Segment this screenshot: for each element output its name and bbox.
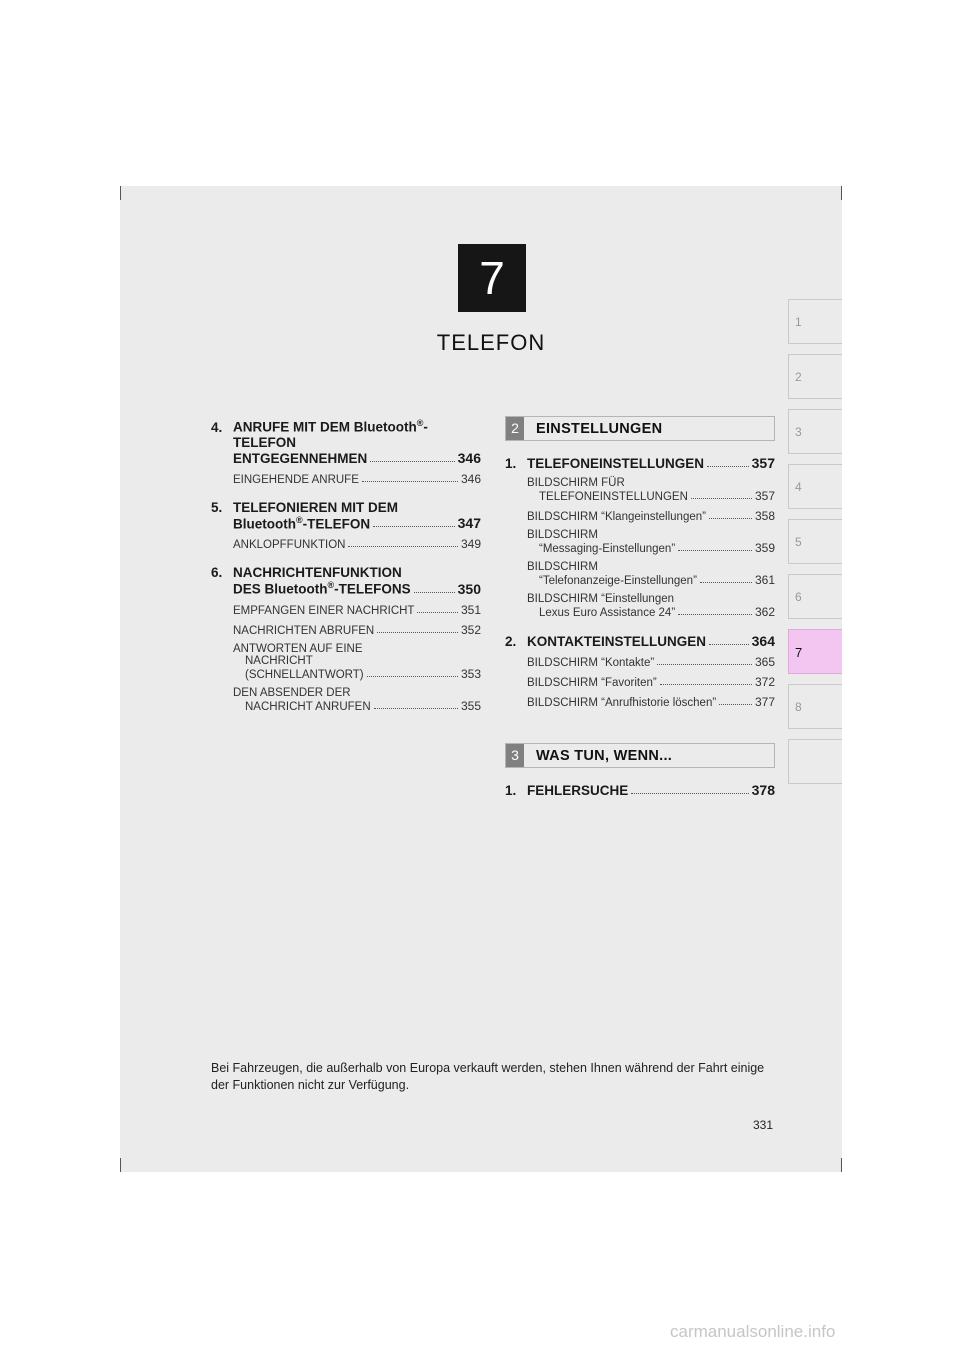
toc-subentry-line xyxy=(527,561,775,573)
toc-subentry-title: BILDSCHIRM “Favoriten” xyxy=(527,677,657,689)
toc-subentry-line xyxy=(527,605,775,619)
toc-entry-number: 2. xyxy=(505,634,517,649)
toc-subentry-line xyxy=(527,675,775,689)
toc-subentry[interactable] xyxy=(211,623,481,637)
toc-subentry-line xyxy=(527,509,775,523)
leader-dots xyxy=(700,582,752,583)
toc-right-column xyxy=(505,416,775,798)
chapter-tabs xyxy=(788,299,842,794)
leader-dots xyxy=(373,526,455,527)
toc-entry-number: 5. xyxy=(211,499,223,515)
leader-dots xyxy=(377,632,458,633)
toc-page-number: 352 xyxy=(460,622,481,637)
toc-entry-line xyxy=(505,633,775,649)
toc-subentry[interactable] xyxy=(505,675,775,689)
leader-dots xyxy=(417,612,458,613)
section-title: WAS TUN, WENN... xyxy=(536,747,673,764)
toc-chapter-entry[interactable] xyxy=(211,418,481,466)
chapter-number: 7 xyxy=(458,244,526,312)
leader-dots xyxy=(370,461,454,462)
toc-subentry-title: BILDSCHIRM “Kontakte” xyxy=(527,657,655,669)
toc-subentry-title: BILDSCHIRM “Klangeinstellungen” xyxy=(527,511,706,523)
chapter-tab-7[interactable]: 7 xyxy=(788,629,842,674)
toc-entry-title: 2. KONTAKTEINSTELLUNGEN xyxy=(505,634,706,649)
toc-subentry[interactable] xyxy=(211,687,481,713)
toc-page-number: 349 xyxy=(460,537,481,551)
toc-subentry-title: ANTWORTEN AUF EINE xyxy=(233,642,363,655)
leader-dots xyxy=(719,704,752,705)
toc-subentry-title: “Messaging-Einstellungen” xyxy=(539,543,676,555)
chapter-tab-1[interactable]: 1 xyxy=(788,299,842,344)
toc-page-number: 346 xyxy=(460,471,481,486)
toc-entry-line xyxy=(505,782,775,798)
page-number: 331 xyxy=(752,1118,773,1132)
chapter-tab-5[interactable]: 5 xyxy=(788,519,842,564)
section-number: 2 xyxy=(506,417,524,440)
leader-dots xyxy=(657,664,752,665)
toc-subentry-title: ANKLOPFFUNKTION xyxy=(233,539,346,551)
toc-page-number: 378 xyxy=(751,782,775,798)
leader-dots xyxy=(362,481,458,482)
toc-entry-line xyxy=(211,580,481,597)
leader-dots xyxy=(367,676,458,677)
toc-subentry[interactable] xyxy=(505,509,775,523)
toc-subentry-line xyxy=(527,529,775,541)
crop-mark xyxy=(841,186,842,200)
toc-subentry-title: TELEFONEINSTELLUNGEN xyxy=(539,491,688,503)
toc-page-number: 359 xyxy=(754,541,775,555)
toc-entry-line xyxy=(211,515,481,532)
toc-page-number: 355 xyxy=(460,698,481,713)
toc-subentry-title: BILDSCHIRM xyxy=(527,529,598,541)
leader-dots xyxy=(709,644,749,645)
toc-subentry-line xyxy=(233,699,481,713)
chapter-tab-blank[interactable] xyxy=(788,739,842,784)
toc-subentry-line xyxy=(233,667,481,681)
toc-page-number: 353 xyxy=(460,666,481,681)
toc-page-number: 350 xyxy=(457,580,481,597)
toc-entry-number: 6. xyxy=(211,565,223,580)
toc-subentry-line xyxy=(527,655,775,669)
toc-entry-title: 5. TELEFONIEREN MIT DEM xyxy=(211,499,398,515)
toc-subentry-line xyxy=(527,573,775,587)
toc-subentry[interactable] xyxy=(505,561,775,587)
toc-page-number: 377 xyxy=(754,695,775,709)
toc-entry-line xyxy=(211,565,481,580)
toc-subentry[interactable] xyxy=(505,695,775,709)
toc-subentry[interactable] xyxy=(211,603,481,617)
toc-subentry[interactable] xyxy=(211,537,481,551)
toc-subentry-line xyxy=(233,472,481,486)
toc-chapter-entry[interactable] xyxy=(505,455,775,471)
leader-dots xyxy=(691,498,752,499)
chapter-title: TELEFON xyxy=(436,330,546,355)
toc-entry-line xyxy=(211,418,481,435)
toc-subentry[interactable] xyxy=(505,655,775,669)
toc-subentry-title: Lexus Euro Assistance 24” xyxy=(539,607,676,619)
toc-subentry-line xyxy=(527,541,775,555)
toc-entry-title: DES Bluetooth®-TELEFONS xyxy=(233,580,411,597)
toc-entry-line xyxy=(505,455,775,471)
toc-subentry-line xyxy=(233,687,481,699)
toc-chapter-entry[interactable] xyxy=(505,633,775,649)
toc-subentry-title: NACHRICHT xyxy=(245,654,313,667)
toc-subentry-title: NACHRICHTEN ABRUFEN xyxy=(233,624,375,637)
leader-dots xyxy=(678,550,752,551)
toc-page-number: 361 xyxy=(754,573,775,587)
toc-page-number: 357 xyxy=(751,455,775,471)
toc-entry-number: 1. xyxy=(505,783,517,798)
toc-entry-title: TELEFON xyxy=(233,434,296,450)
toc-page-number: 346 xyxy=(457,449,481,466)
watermark: carmanualsonline.info xyxy=(670,1322,836,1341)
toc-subentry-title: EMPFANGEN EINER NACHRICHT xyxy=(233,604,415,617)
crop-mark xyxy=(120,186,121,200)
toc-page-number: 362 xyxy=(754,605,775,619)
toc-subentry[interactable] xyxy=(211,472,481,486)
toc-subentry-title: NACHRICHT ANRUFEN xyxy=(245,700,371,713)
toc-subentry-line xyxy=(233,643,481,655)
toc-subentry-line xyxy=(527,695,775,709)
toc-subentry-title: BILDSCHIRM “Einstellungen xyxy=(527,593,675,605)
leader-dots xyxy=(709,518,752,519)
toc-page-number: 347 xyxy=(457,515,481,531)
crop-mark xyxy=(841,1158,842,1172)
toc-entry-title: 1. FEHLERSUCHE xyxy=(505,783,629,798)
toc-page-number: 357 xyxy=(754,489,775,503)
leader-dots xyxy=(678,614,752,615)
toc-subentry-line xyxy=(233,655,481,667)
toc-subentry-title: “Telefonanzeige-Einstellungen” xyxy=(539,575,697,587)
leader-dots xyxy=(348,546,458,547)
toc-subentry[interactable] xyxy=(505,529,775,555)
toc-entry-line xyxy=(211,500,481,515)
section-header-3 xyxy=(505,743,775,768)
toc-page-number: 364 xyxy=(751,633,775,649)
toc-entry-title: 6. NACHRICHTENFUNKTION xyxy=(211,565,402,580)
leader-dots xyxy=(631,793,748,794)
toc-subentry-title: BILDSCHIRM FÜR xyxy=(527,477,625,489)
toc-subentry-line xyxy=(233,623,481,637)
leader-dots xyxy=(414,592,455,593)
toc-subentry-line xyxy=(527,593,775,605)
chapter-tab-8[interactable]: 8 xyxy=(788,684,842,729)
toc-subentry-title: (SCHNELLANTWORT) xyxy=(245,668,364,681)
toc-page-number: 365 xyxy=(754,655,775,669)
toc-entry-title: Bluetooth®-TELEFON xyxy=(233,514,371,531)
toc-subentry-title: DEN ABSENDER DER xyxy=(233,686,351,699)
toc-entry-title: ENTGEGENNEHMEN xyxy=(233,450,368,466)
toc-left-column xyxy=(211,404,481,713)
toc-subentry[interactable] xyxy=(211,643,481,681)
toc-entry-number: 4. xyxy=(211,419,223,435)
toc-subentry-title: BILDSCHIRM “Anrufhistorie löschen” xyxy=(527,697,717,709)
toc-subentry-line xyxy=(233,603,481,617)
chapter-tab-4[interactable]: 4 xyxy=(788,464,842,509)
leader-dots xyxy=(374,708,458,709)
section-number: 3 xyxy=(506,744,524,767)
crop-mark xyxy=(120,1158,121,1172)
toc-chapter-entry[interactable] xyxy=(211,500,481,532)
toc-page-number: 351 xyxy=(460,602,481,617)
section-header-2 xyxy=(505,416,775,441)
footnote: Bei Fahrzeugen, die außerhalb von Europa verkauft werden, stehen Ihnen während der Fahrt einige der Funktionen nicht zur Verfügung. xyxy=(211,1061,765,1092)
toc-subentry-line xyxy=(233,537,481,551)
toc-subentry-line xyxy=(527,477,775,489)
chapter-tab-6[interactable]: 6 xyxy=(788,574,842,619)
toc-subentry[interactable] xyxy=(505,477,775,503)
toc-subentry-title: EINGEHENDE ANRUFE xyxy=(233,473,359,486)
leader-dots xyxy=(660,684,752,685)
toc-entry-title: 1. TELEFONEINSTELLUNGEN xyxy=(505,456,705,471)
toc-subentry[interactable] xyxy=(505,593,775,619)
chapter-tab-2[interactable]: 2 xyxy=(788,354,842,399)
toc-entry-number: 1. xyxy=(505,456,517,471)
toc-subentry-line xyxy=(527,489,775,503)
toc-chapter-entry[interactable] xyxy=(211,565,481,597)
section-title: EINSTELLUNGEN xyxy=(536,420,663,437)
leader-dots xyxy=(707,466,749,467)
toc-page-number: 358 xyxy=(754,509,775,523)
toc-entry-line xyxy=(211,450,481,466)
toc-chapter-entry[interactable] xyxy=(505,782,775,798)
chapter-tab-3[interactable]: 3 xyxy=(788,409,842,454)
toc-subentry-title: BILDSCHIRM xyxy=(527,561,598,573)
toc-entry-title: 4. ANRUFE MIT DEM Bluetooth®- xyxy=(211,418,428,435)
toc-entry-line xyxy=(211,435,481,450)
toc-page-number: 372 xyxy=(754,675,775,689)
